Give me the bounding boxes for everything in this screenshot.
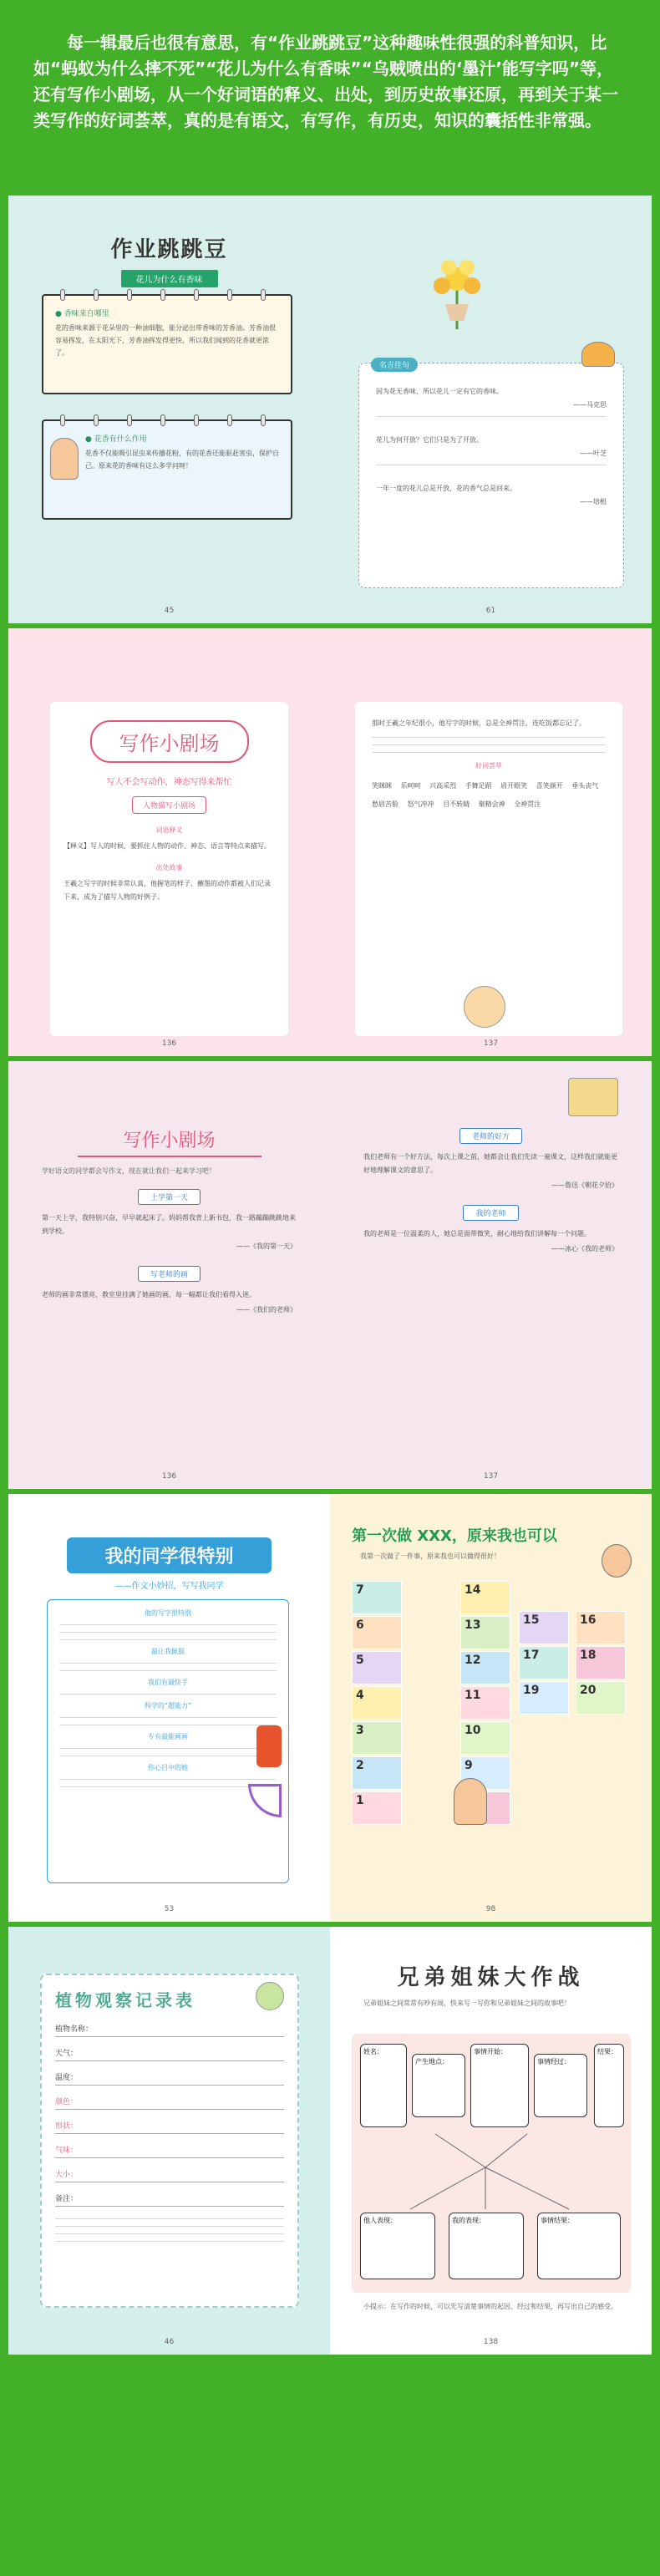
game-board	[352, 1578, 636, 1853]
page-siblings-battle	[330, 1927, 652, 2355]
page-writing-theater-1	[8, 628, 330, 1056]
box-mine: 我的表现：	[449, 2213, 524, 2279]
lead-text: 兄弟姐妹之间常常有吵有闹，快来写一写你和兄弟姐妹之间的故事吧！	[363, 1999, 571, 2007]
section-text: 第一天上学，我特别兴奋，早早就起床了。妈妈帮我背上新书包，我一路蹦蹦跳跳地来到学校。	[42, 1214, 296, 1235]
section-text: 老师的画非常漂亮，教室里挂满了她画的画，每一幅都让我们看得入迷。	[42, 1291, 256, 1298]
bookshelf-illustration	[568, 1078, 618, 1116]
page-title: 作业跳跳豆	[110, 237, 228, 262]
page-number: 138	[483, 2338, 499, 2346]
box-start: 事情开始：	[470, 2044, 529, 2127]
quote-text: 一年一度的花儿总是开放，花的香气总是回来。	[376, 485, 516, 492]
note-card-2: ● 花香有什么作用 花香不仅能吸引昆虫来传播花粉，有的花香还能驱赶害虫，保护自己。原来花的香味有这么多学问呀！	[42, 419, 292, 520]
field-row: 植物名称：	[55, 2023, 284, 2037]
section-heading: 专有最能画画	[148, 1733, 188, 1740]
field-row: 形状：	[55, 2120, 284, 2134]
section-heading: 好词荟萃	[475, 762, 502, 770]
page-number: 137	[483, 1472, 499, 1481]
box-process: 事情经过：	[534, 2054, 587, 2117]
quote-text: 因为花无香味，所以花儿一定有它的香味。	[376, 388, 503, 395]
page-subtitle: 写人不会写动作，神态写得来帮忙	[106, 778, 232, 787]
field-row: 颜色：	[55, 2096, 284, 2110]
page-subtitle: ——作文小妙招，写写我同学	[114, 1582, 224, 1591]
board-square: 16	[576, 1611, 626, 1644]
section-heading: 出处故事	[155, 864, 183, 871]
sub-banner: 人物描写小剧场	[132, 796, 206, 814]
section-heading: 科学的“超能力”	[144, 1702, 192, 1710]
quote-author: ——培根	[580, 498, 607, 506]
section-heading: 上学第一天	[138, 1189, 201, 1205]
section-heading: 我的老师	[463, 1205, 518, 1221]
boy-illustration	[454, 1778, 487, 1825]
page-writing-theater-2	[330, 628, 652, 1056]
page-title: 写作小剧场	[90, 720, 249, 763]
ruler-illustration	[248, 1784, 282, 1817]
page-number: 61	[485, 607, 496, 615]
field-row: 温度：	[55, 2071, 284, 2086]
field-row: 天气：	[55, 2047, 284, 2061]
page-title: 写作小剧场	[78, 1126, 261, 1157]
page-number: 46	[164, 2338, 175, 2346]
section-text: 我的老师是一位温柔的人，她总是面带微笑，耐心地给我们讲解每一个问题。	[363, 1230, 591, 1237]
field-row: 备注：	[55, 2192, 284, 2207]
quote-author: ——马克思	[573, 401, 607, 409]
kid-illustration	[50, 438, 79, 480]
page-title: 兄弟姐妹大作战	[397, 1965, 585, 1990]
writing-kid-illustration	[464, 986, 505, 1028]
page-special-classmate	[8, 1494, 330, 1922]
card-text: 花的香味来源于花朵里的一种油细胞，能分泌出带香味的芳香油。芳香油很容易挥发，在太阳光下，芳香油挥发得更快，所以我们闻到的花香就更浓了。	[55, 324, 276, 357]
lion-car-icon	[581, 342, 615, 367]
section-heading: 他的写字很特别	[145, 1609, 191, 1617]
card-tag: 香味来自哪里	[63, 310, 109, 318]
field-row: 气味：	[55, 2144, 284, 2158]
section-source: ——鲁迅《朝花夕拾》	[551, 1181, 618, 1189]
section-heading: 我们有最快手	[148, 1679, 188, 1686]
girl-illustration	[602, 1544, 632, 1578]
board-square: 13	[460, 1616, 510, 1649]
flower-illustration	[424, 254, 490, 329]
intro-paragraph: 每一辑最后也很有意思，有“作业跳跳豆”这种趣味性很强的科普知识，比如“蚂蚁为什么摔不死”“花儿为什么有香味”“乌贼喷出的‘墨汁’能写字吗”等，还有写作小剧场，从一个好词语的释义、出处，到历史故事还原，再到关于某一类写作的好词荟萃，真的是有语文，有写作，有历史，知识的囊括性非常强。	[33, 33, 618, 130]
board-square: 9	[460, 1756, 510, 1790]
board-square: 1	[352, 1791, 402, 1825]
quote-author: ——叶芝	[580, 450, 607, 457]
page-title: 植物观察记录表	[55, 1990, 195, 2010]
section-text: 我们老师有一个好方法，每次上课之前，她都会让我们先读一遍课文，这样我们就能更好地理解课文的意思了。	[363, 1153, 617, 1174]
field-row: 大小：	[55, 2168, 284, 2182]
quote-text: 花儿为何开放？它们只是为了开放。	[376, 436, 483, 444]
board-square: 19	[519, 1681, 569, 1715]
subtitle-ribbon: 花儿为什么有香味	[121, 270, 218, 287]
section-heading: 词语释义	[155, 826, 183, 834]
page-writing-theater-3	[8, 1061, 330, 1489]
page-number: 136	[161, 1039, 177, 1048]
board-square: 11	[460, 1686, 510, 1720]
board-square: 20	[576, 1681, 626, 1715]
board-square: 7	[352, 1581, 402, 1614]
board-square: 3	[352, 1721, 402, 1755]
page-first-time	[330, 1494, 652, 1922]
body-text: 那时王羲之年纪很小，他写字的时候，总是全神贯注，连吃饭都忘记了。	[372, 719, 586, 727]
card-tag: 花香有什么作用	[94, 435, 147, 444]
story-map	[352, 2034, 631, 2293]
page-quotes	[330, 196, 652, 623]
board-square: 5	[352, 1651, 402, 1684]
section-text: 【释义】写人的时候，要抓住人物的动作、神态、语言等特点来描写。	[63, 842, 271, 850]
plant-illustration	[256, 1982, 284, 2010]
page-title: 第一次做 XXX，原来我也可以	[352, 1527, 557, 1545]
card-text: 花香不仅能吸引昆虫来传播花粉，有的花香还能驱赶害虫，保护自己。原来花的香味有这么多学问呀！	[85, 450, 279, 470]
page-writing-theater-4	[330, 1061, 652, 1489]
page-number: 98	[485, 1905, 496, 1913]
board-square: 4	[352, 1686, 402, 1720]
box-result: 结果：	[594, 2044, 624, 2127]
page-number: 136	[161, 1472, 177, 1481]
page-number: 137	[483, 1039, 499, 1048]
page-plant-observation	[8, 1927, 330, 2355]
section-source: ——冰心《我的老师》	[551, 1245, 618, 1252]
section-source: ——《我们的老师》	[236, 1306, 297, 1313]
footer-tip: 小提示：在写作的时候，可以先写清楚事情的起因、经过和结果，再写出自己的感受。	[363, 2303, 617, 2310]
box-ending: 事情结果：	[537, 2213, 621, 2279]
board-square: 6	[352, 1616, 402, 1649]
section-heading: 老师的好方	[459, 1128, 522, 1144]
box-name: 姓名：	[360, 2044, 407, 2127]
board-square: 12	[460, 1651, 510, 1684]
quotes-tag: 名言佳句	[371, 358, 418, 372]
lead-text: 学好语文的同学都会写作文，现在就让我们一起来学习吧！	[42, 1167, 216, 1175]
page-homework-bean	[8, 196, 330, 623]
glue-illustration	[256, 1725, 282, 1767]
section-heading: 写老师的画	[138, 1266, 201, 1282]
note-card-1: ● 香味来自哪里 花的香味来源于花朵里的一种油细胞，能分泌出带香味的芳香油。芳香油很容易挥发，在太阳光下，芳香油挥发得更快，所以我们闻到的花香就更浓了。	[42, 294, 292, 394]
board-square: 14	[460, 1581, 510, 1614]
section-heading: 你心目中的她	[148, 1764, 188, 1771]
section-heading: 最让我佩服	[151, 1648, 185, 1655]
box-others: 他人表现：	[360, 2213, 435, 2279]
section-source: ——《我的第一天》	[236, 1242, 297, 1250]
board-square: 17	[519, 1646, 569, 1679]
section-text: 王羲之写字的时候非常认真，他握笔的样子、蘸墨的动作都被人们记录下来，成为了描写人物的好例子。	[63, 880, 271, 901]
box-location: 产生地点：	[412, 2054, 465, 2117]
board-square: 10	[460, 1721, 510, 1755]
lead-text: 我第一次做了一件事，原来我也可以做得很好！	[360, 1552, 500, 1560]
good-words: 笑眯眯 乐呵呵 兴高采烈 手舞足蹈 眉开眼笑 喜笑颜开 垂头丧气 愁眉苦脸 怒气冲冲 目不转睛 聚精会神 全神贯注	[372, 782, 599, 808]
board-square: 15	[519, 1611, 569, 1644]
page-number: 45	[164, 607, 175, 615]
page-number: 53	[164, 1905, 175, 1913]
board-square: 2	[352, 1756, 402, 1790]
page-title: 我的同学很特别	[67, 1537, 272, 1573]
board-square: 18	[576, 1646, 626, 1679]
